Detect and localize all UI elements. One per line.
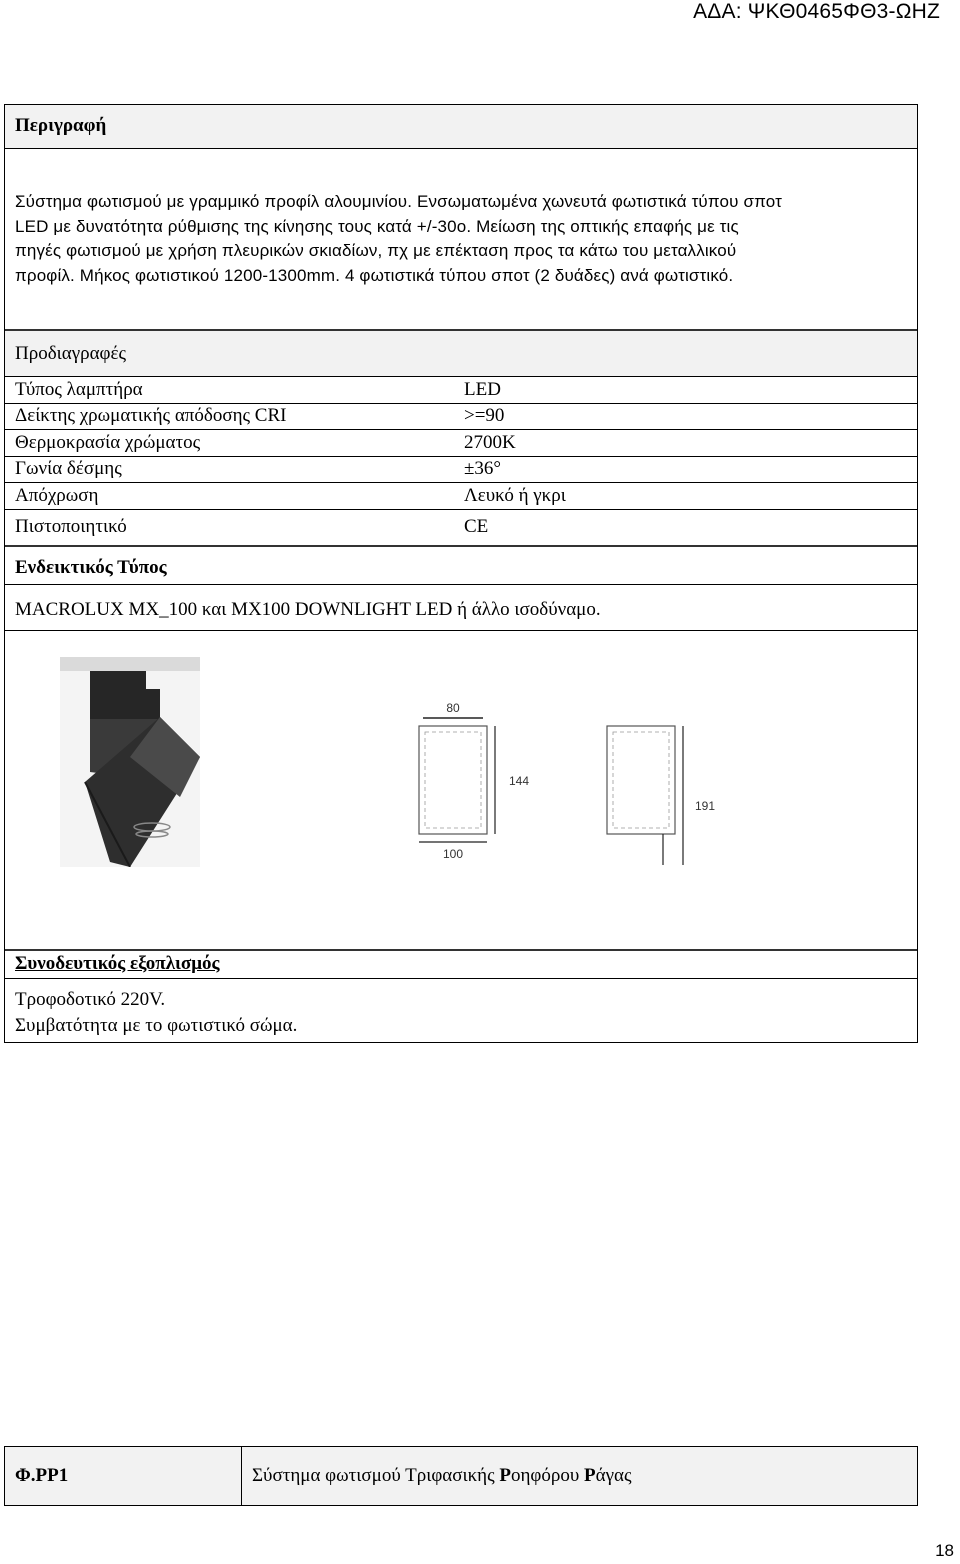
spec-divider — [5, 456, 917, 457]
accessories-heading: Συνοδευτικός εξοπλισμός — [15, 953, 220, 974]
indicative-heading-row — [5, 545, 917, 585]
description-heading-row — [5, 105, 917, 149]
specs-heading-row — [5, 329, 917, 377]
dimension-label: 80 — [446, 701, 460, 715]
spec-value-beam-angle: ±36° — [464, 458, 502, 479]
indicative-heading: Ενδεικτικός Τύπος — [15, 557, 167, 578]
description-line: πηγές φωτισμού με χρήση πλευρικών σκιαδίων, πχ με επέκταση προς τα κάτω του μεταλλικού — [15, 241, 737, 260]
specs-heading: Προδιαγραφές — [15, 343, 127, 364]
accessories-heading-row — [5, 949, 917, 979]
indicative-text-row — [5, 585, 917, 631]
indicative-text: MACROLUX MX_100 και MX100 DOWNLIGHT LED ή άλλο ισοδύναμο. — [15, 599, 601, 620]
technical-drawing — [385, 690, 745, 865]
footer-title-part: Σύστημα φωτισμού Τριφασικής — [252, 1465, 500, 1486]
spec-label-lamp-type: Τύπος λαμπτήρα — [15, 379, 143, 400]
footer-title-part: οηφόρου — [511, 1465, 585, 1486]
footer-title — [252, 1465, 632, 1487]
footer-title-part: άγας — [595, 1465, 632, 1486]
footer-table — [4, 1446, 918, 1506]
dimension-label: 100 — [442, 847, 464, 861]
description-text — [15, 190, 907, 288]
description-line: Σύστημα φωτισμού με γραμμικό προφίλ αλουμινίου. Ενσωματωμένα χωνευτά φωτιστικά τύπου σποτ — [15, 192, 782, 211]
spec-label-beam-angle: Γωνία δέσμης — [15, 458, 122, 479]
footer-title-part: Ρ — [499, 1465, 511, 1486]
spec-divider — [5, 482, 917, 483]
ada-code: ΑΔΑ: ΨΚΘ0465ΦΘ3-ΩΗΖ — [693, 0, 940, 23]
footer-code: Φ.ΡΡ1 — [15, 1465, 69, 1486]
page-number: 18 — [935, 1541, 954, 1560]
spec-label-finish: Απόχρωση — [15, 485, 99, 506]
spec-label-certificate: Πιστοποιητικό — [15, 516, 127, 537]
dimension-label: 144 — [509, 774, 530, 788]
spec-value-lamp-type: LED — [464, 379, 501, 400]
spec-divider — [5, 509, 917, 510]
spec-divider — [5, 429, 917, 430]
spec-divider — [5, 403, 917, 404]
spec-value-cri: >=90 — [464, 405, 505, 426]
spec-label-color-temp: Θερμοκρασία χρώματος — [15, 432, 201, 453]
spec-value-certificate: CE — [464, 516, 489, 537]
product-photo — [60, 657, 200, 867]
accessories-line: Συμβατότητα με το φωτιστικό σώμα. — [15, 1015, 298, 1036]
accessories-line: Τροφοδοτικό 220V. — [15, 989, 166, 1010]
description-line: προφίλ. Μήκος φωτιστικού 1200-1300mm. 4 φωτιστικά τύπου σποτ (2 δυάδες) ανά φωτιστικό. — [15, 265, 734, 285]
spec-value-color-temp: 2700K — [464, 432, 516, 453]
spec-label-cri: Δείκτης χρωματικής απόδοσης CRI — [15, 405, 287, 426]
spec-sheet-table — [4, 104, 918, 1043]
footer-divider — [241, 1447, 242, 1505]
footer-title-part: Ρ — [584, 1465, 596, 1486]
description-heading: Περιγραφή — [15, 115, 107, 136]
description-line: LED με δυνατότητα ρύθμισης της κίνησης τους κατά +/-30ο. Μείωση της οπτικής επαφής με τις — [15, 216, 739, 236]
dimension-label: 191 — [695, 799, 716, 813]
spec-value-finish: Λευκό ή γκρι — [464, 485, 566, 506]
